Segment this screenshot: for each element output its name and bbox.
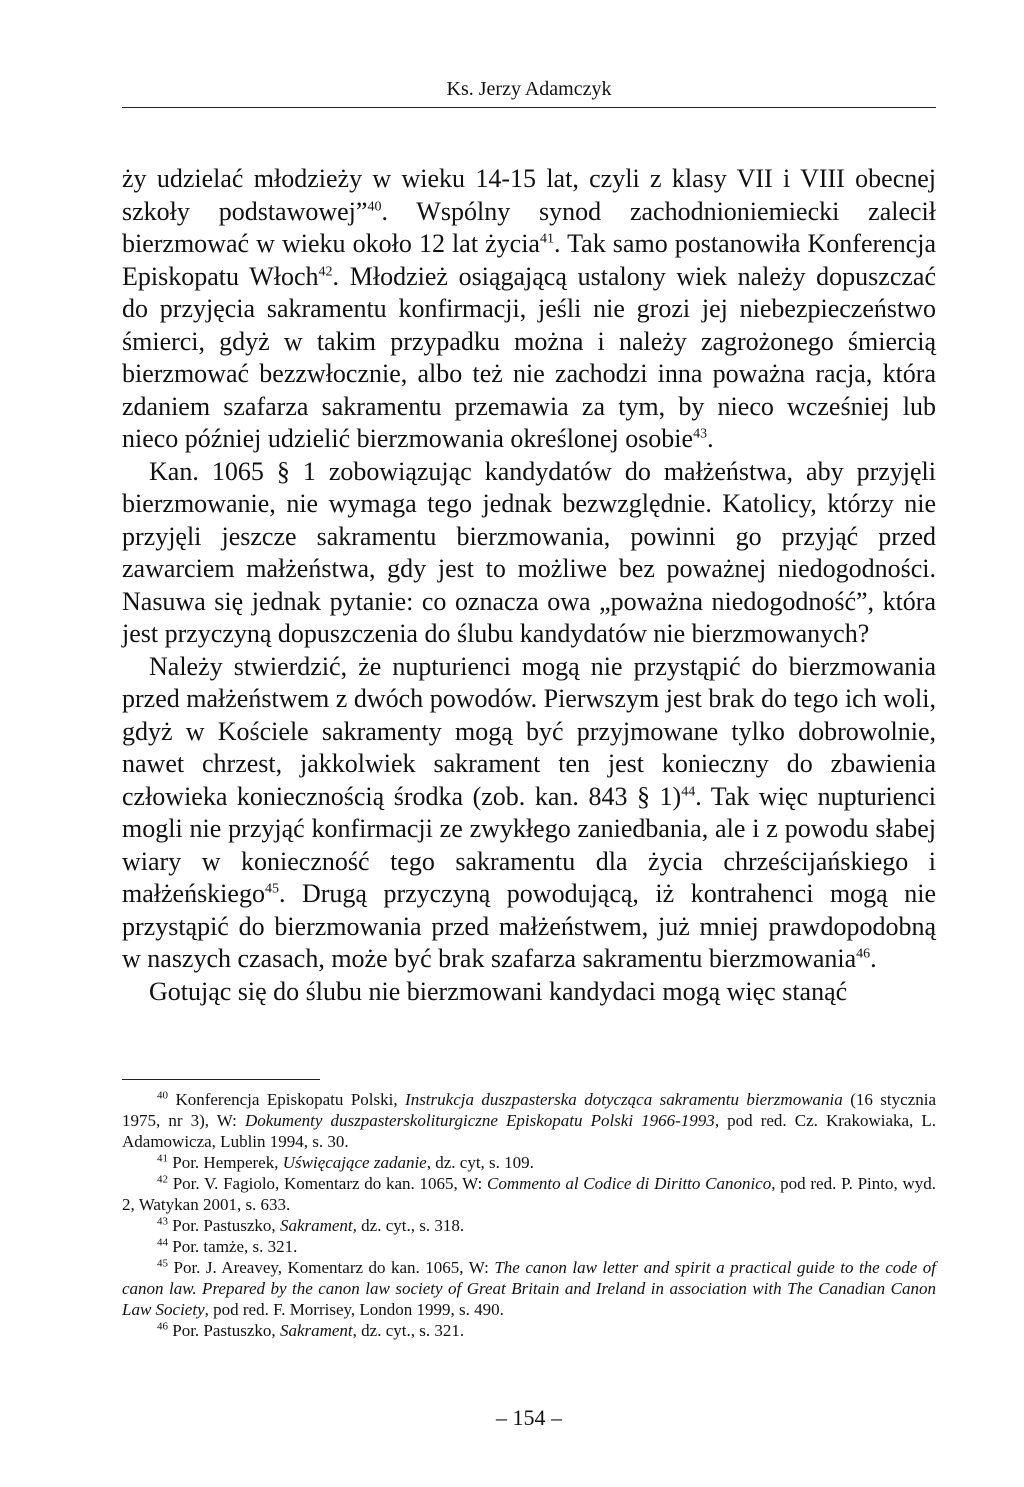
footnote-number: 42 <box>157 1173 168 1186</box>
footnote-text: , pod red. P. Pinto, wyd. 2, Watykan 2001, s. 633. <box>122 1174 936 1214</box>
paragraph-1 <box>122 163 936 456</box>
footnote-text: , dz. cyt., s. 318. <box>352 1216 465 1235</box>
footnote-title: Sakrament <box>279 1321 353 1340</box>
header-rule <box>122 107 936 108</box>
footnote-text: Por. V. Fagiolo, Komentarz do kan. 1065, W: <box>168 1174 487 1193</box>
paragraph-2: Kan. 1065 § 1 zobowiązując kandydatów do małżeństwa, aby przyjęli bierzmowanie, nie wymaga tego jednak bezwzględnie. Katolicy, którzy nie przyjęli jeszcze sakramentu bierzmowania, powinni go przyjąć przed zawarciem małżeństwa, gdy jest to możliwe bez poważnej niedogodności. Nasuwa się jednak pytanie: co oznacza owa „poważna niedogodność”, która jest przyczyną dopuszczenia do ślubu kandydatów nie bierzmowanych? <box>122 456 936 648</box>
footnote-ref-41[interactable]: 41 <box>539 231 554 247</box>
footnote-45 <box>122 1257 936 1320</box>
document-page <box>122 0 936 1487</box>
footnote-text: , pod red. Cz. Krakowiaka, L. Adamowicza, Lublin 1994, s. 30. <box>122 1111 936 1151</box>
footnote-ref-43[interactable]: 43 <box>693 426 708 442</box>
footnote-number: 40 <box>157 1089 168 1102</box>
footnote-43 <box>122 1215 936 1236</box>
footnote-number: 46 <box>157 1320 168 1333</box>
footnote-title: Instrukcja duszpasterska dotycząca sakramentu bierzmowania <box>405 1090 843 1109</box>
p3-text-a: Należy stwierdzić, że nupturienci mogą nie przystąpić do bierzmowania przed małżeństwem z dwóch powodów. Pierwszym jest brak do tego ich woli, gdyż w Kościele sakramenty mogą być przyjmowane tylko dobrowolnie, nawet chrzest, jakkolwiek sakrament ten jest konieczny do zbawienia człowieka koniecznością środka (zob. kan. 843 § 1) <box>122 651 936 811</box>
footnote-text: Por. J. Areavey, Komentarz do kan. 1065, W: <box>168 1258 495 1277</box>
footnote-44 <box>122 1236 936 1257</box>
footnote-ref-45[interactable]: 45 <box>264 881 279 897</box>
footnote-number: 41 <box>157 1152 168 1165</box>
footnote-title: Uświęcające zadanie <box>282 1153 427 1172</box>
p1-text-c: . Tak samo postanowiła Konferencja Episkopatu Włoch <box>122 229 936 291</box>
footnote-title: Dokumenty duszpasterskoliturgiczne Episkopatu Polski 1966-1993 <box>244 1111 715 1130</box>
footnote-text: Por. Pastuszko, <box>168 1216 280 1235</box>
footnote-title: Commento al Codice di Diritto Canonico <box>486 1174 772 1193</box>
p1-text-d: . Młodzież osiągającą ustalony wiek należy dopuszczać do przyjęcia sakramentu konfirmacji, jeśli nie grozi jej niebezpieczeństwo śmierci, gdyż w takim przypadku można i należy zagrożonego śmiercią bierzmować bezzwłocznie, albo też nie zachodzi inna poważna racja, która zdaniem szafarza sakramentu przemawia za tym, by nieco wcześniej lub nieco później udzielić bierzmowania określonej osobie <box>122 261 936 453</box>
footnote-text: , dz. cyt., s. 321. <box>352 1321 465 1340</box>
footnote-number: 43 <box>157 1215 168 1228</box>
footnote-rule <box>122 1079 320 1080</box>
paragraph-3 <box>122 651 936 976</box>
footnote-text: Konferencja Episkopatu Polski, <box>168 1090 406 1109</box>
footnote-text: Por. Pastuszko, <box>168 1321 280 1340</box>
footnote-number: 44 <box>157 1236 168 1249</box>
footnote-text: , pod red. F. Morrisey, London 1999, s. 490. <box>204 1300 504 1319</box>
footnote-text: Por. Hemperek, <box>168 1153 283 1172</box>
footnote-42 <box>122 1173 936 1215</box>
footnote-ref-42[interactable]: 42 <box>318 263 333 279</box>
footnote-40 <box>122 1089 936 1152</box>
footnote-ref-40[interactable]: 40 <box>367 198 382 214</box>
footnote-text: , dz. cyt, s. 109. <box>426 1153 534 1172</box>
footnote-46 <box>122 1320 936 1341</box>
footnote-41 <box>122 1152 936 1173</box>
footnote-title: Sakrament <box>279 1216 353 1235</box>
p3-text-d: . <box>870 944 877 973</box>
main-text <box>122 163 936 1008</box>
p1-text-b: . Wspólny synod zachodnioniemiecki zalecił bierzmować w wieku około 12 lat życia <box>122 196 936 258</box>
footnote-text: (16 stycznia 1975, nr 3), W: <box>122 1090 937 1130</box>
paragraph-4: Gotując się do ślubu nie bierzmowani kandydaci mogą więc stanąć <box>149 976 848 1006</box>
running-head: Ks. Jerzy Adamczyk <box>446 78 612 100</box>
p3-text-b: . Tak więc nupturienci mogli nie przyjąć konfirmacji ze zwykłego zaniedbania, ale i z powodu słabej wiary w konieczność tego sakramentu dla życia chrześcijańskiego i małżeńskiego <box>122 781 936 908</box>
p1-text-a: ży udzielać młodzieży w wieku 14-15 lat, czyli z klasy VII i VIII obecnej szkoły podstawowej” <box>122 164 936 226</box>
footnote-ref-46[interactable]: 46 <box>856 946 871 962</box>
p1-text-e: . <box>707 424 714 453</box>
footnote-ref-44[interactable]: 44 <box>681 783 696 799</box>
footnote-text: Por. tamże, s. 321. <box>168 1237 298 1256</box>
footnote-title: The canon law letter and spirit a practical guide to the code of canon law. Prepared by the canon law society of Great Britain and Ireland in association with The Canadian Canon Law Society <box>122 1258 936 1319</box>
footnote-number: 45 <box>157 1257 168 1270</box>
p3-text-c: . Drugą przyczyną powodującą, iż kontrahenci mogą nie przystąpić do bierzmowania przed małżeństwem, już mniej prawdopodobną w naszych czasach, może być brak szafarza sakramentu bierzmowania <box>122 879 936 973</box>
page-number: – 154 – <box>496 1405 562 1430</box>
footnotes <box>122 1089 936 1341</box>
